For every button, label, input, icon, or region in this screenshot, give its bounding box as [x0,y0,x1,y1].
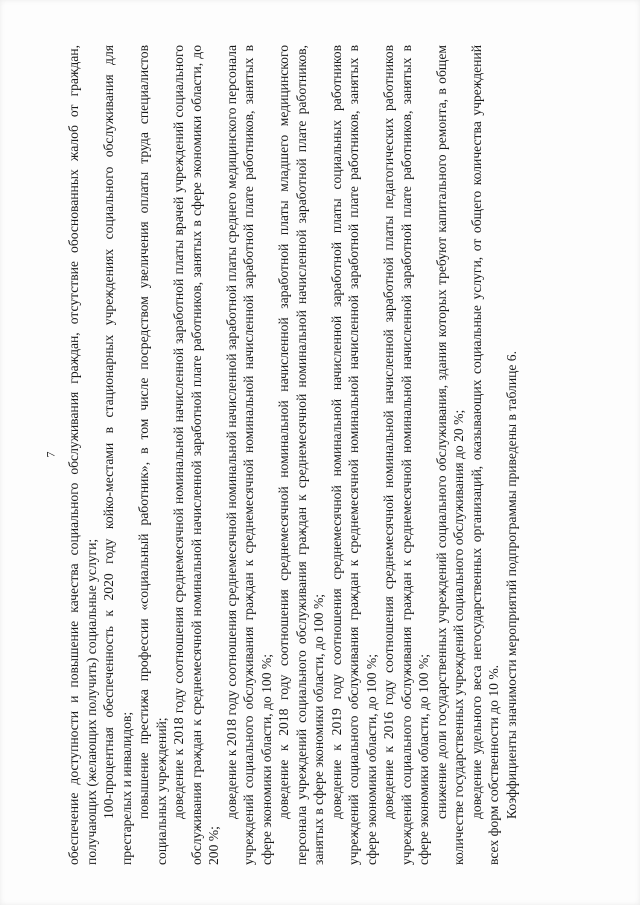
document-body [65,45,575,865]
paragraph: Коэффициенты значимости мероприятий подпрограммы приведены в таблице 6. [503,351,519,819]
paragraph: обеспечение доступности и повышение качества социального обслуживания граждан, отсутствие обоснованных жалоб от граждан, получающих (желающих получить) социальные услуги; [66,45,99,865]
page-number: 7 [43,451,58,458]
paragraph: доведение удельного веса негосударственных организаций, оказывающих социальные услуги, от общего количества учреждений всех форм собственности до 10 %. [468,45,501,865]
paragraph: снижение доли государственных учреждений социального обслуживания, здания которых требуют капитального ремонта, в общем количестве государственных учреждений социального обслуживания до 20 %; [433,45,466,865]
paragraph: доведение к 2019 году соотношения среднемесячной номинальной начисленной заработной платы социальных работников учреждений социального обслуживания граждан к среднемесячной номинальной начисленной заработной плате работников, занятых в сфере экономики области, до 100 %; [328,45,379,865]
paragraph: доведение к 2018 году соотношения среднемесячной номинальной начисленной заработной платы младшего медицинского персонала учреждений социального обслуживания граждан к среднемесячной номинальной начисленной заработной плате работников, занятых в сфере экономики области, до 100 %; [276,45,326,865]
paragraph: повышение престижа профессии «социальный работник», в том числе посредством увеличения оплаты труда специалистов социальных учреждений; [136,45,169,865]
paragraph: доведение к 2018 году соотношения среднемесячной номинальной начисленной заработной платы среднего медицинского персонала учреждений социального обслуживания граждан к среднемесячной номинальной начисленной заработной плате работников, занятых в сфере экономики области, до 100 %; [223,45,274,865]
paragraph: 100-процентная обеспеченность к 2020 году койко-местами в стационарных учреждениях социального обслуживания для престарелых и инвалидов; [101,45,134,865]
paragraph: доведение к 2018 году соотношения среднемесячной номинальной начисленной заработной платы врачей учреждений социального обслуживания граждан к среднемесячной номинальной начисленной заработной плате работников, занятых в сфере экономики области, до 200 %; [171,45,221,865]
paragraph: доведение к 2016 году соотношения среднемесячной номинальной начисленной заработной платы педагогических работников учреждений социального обслуживания граждан к среднемесячной номинальной начисленной заработной плате работников, занятых в сфере экономики области, до 100 %; [381,45,431,865]
